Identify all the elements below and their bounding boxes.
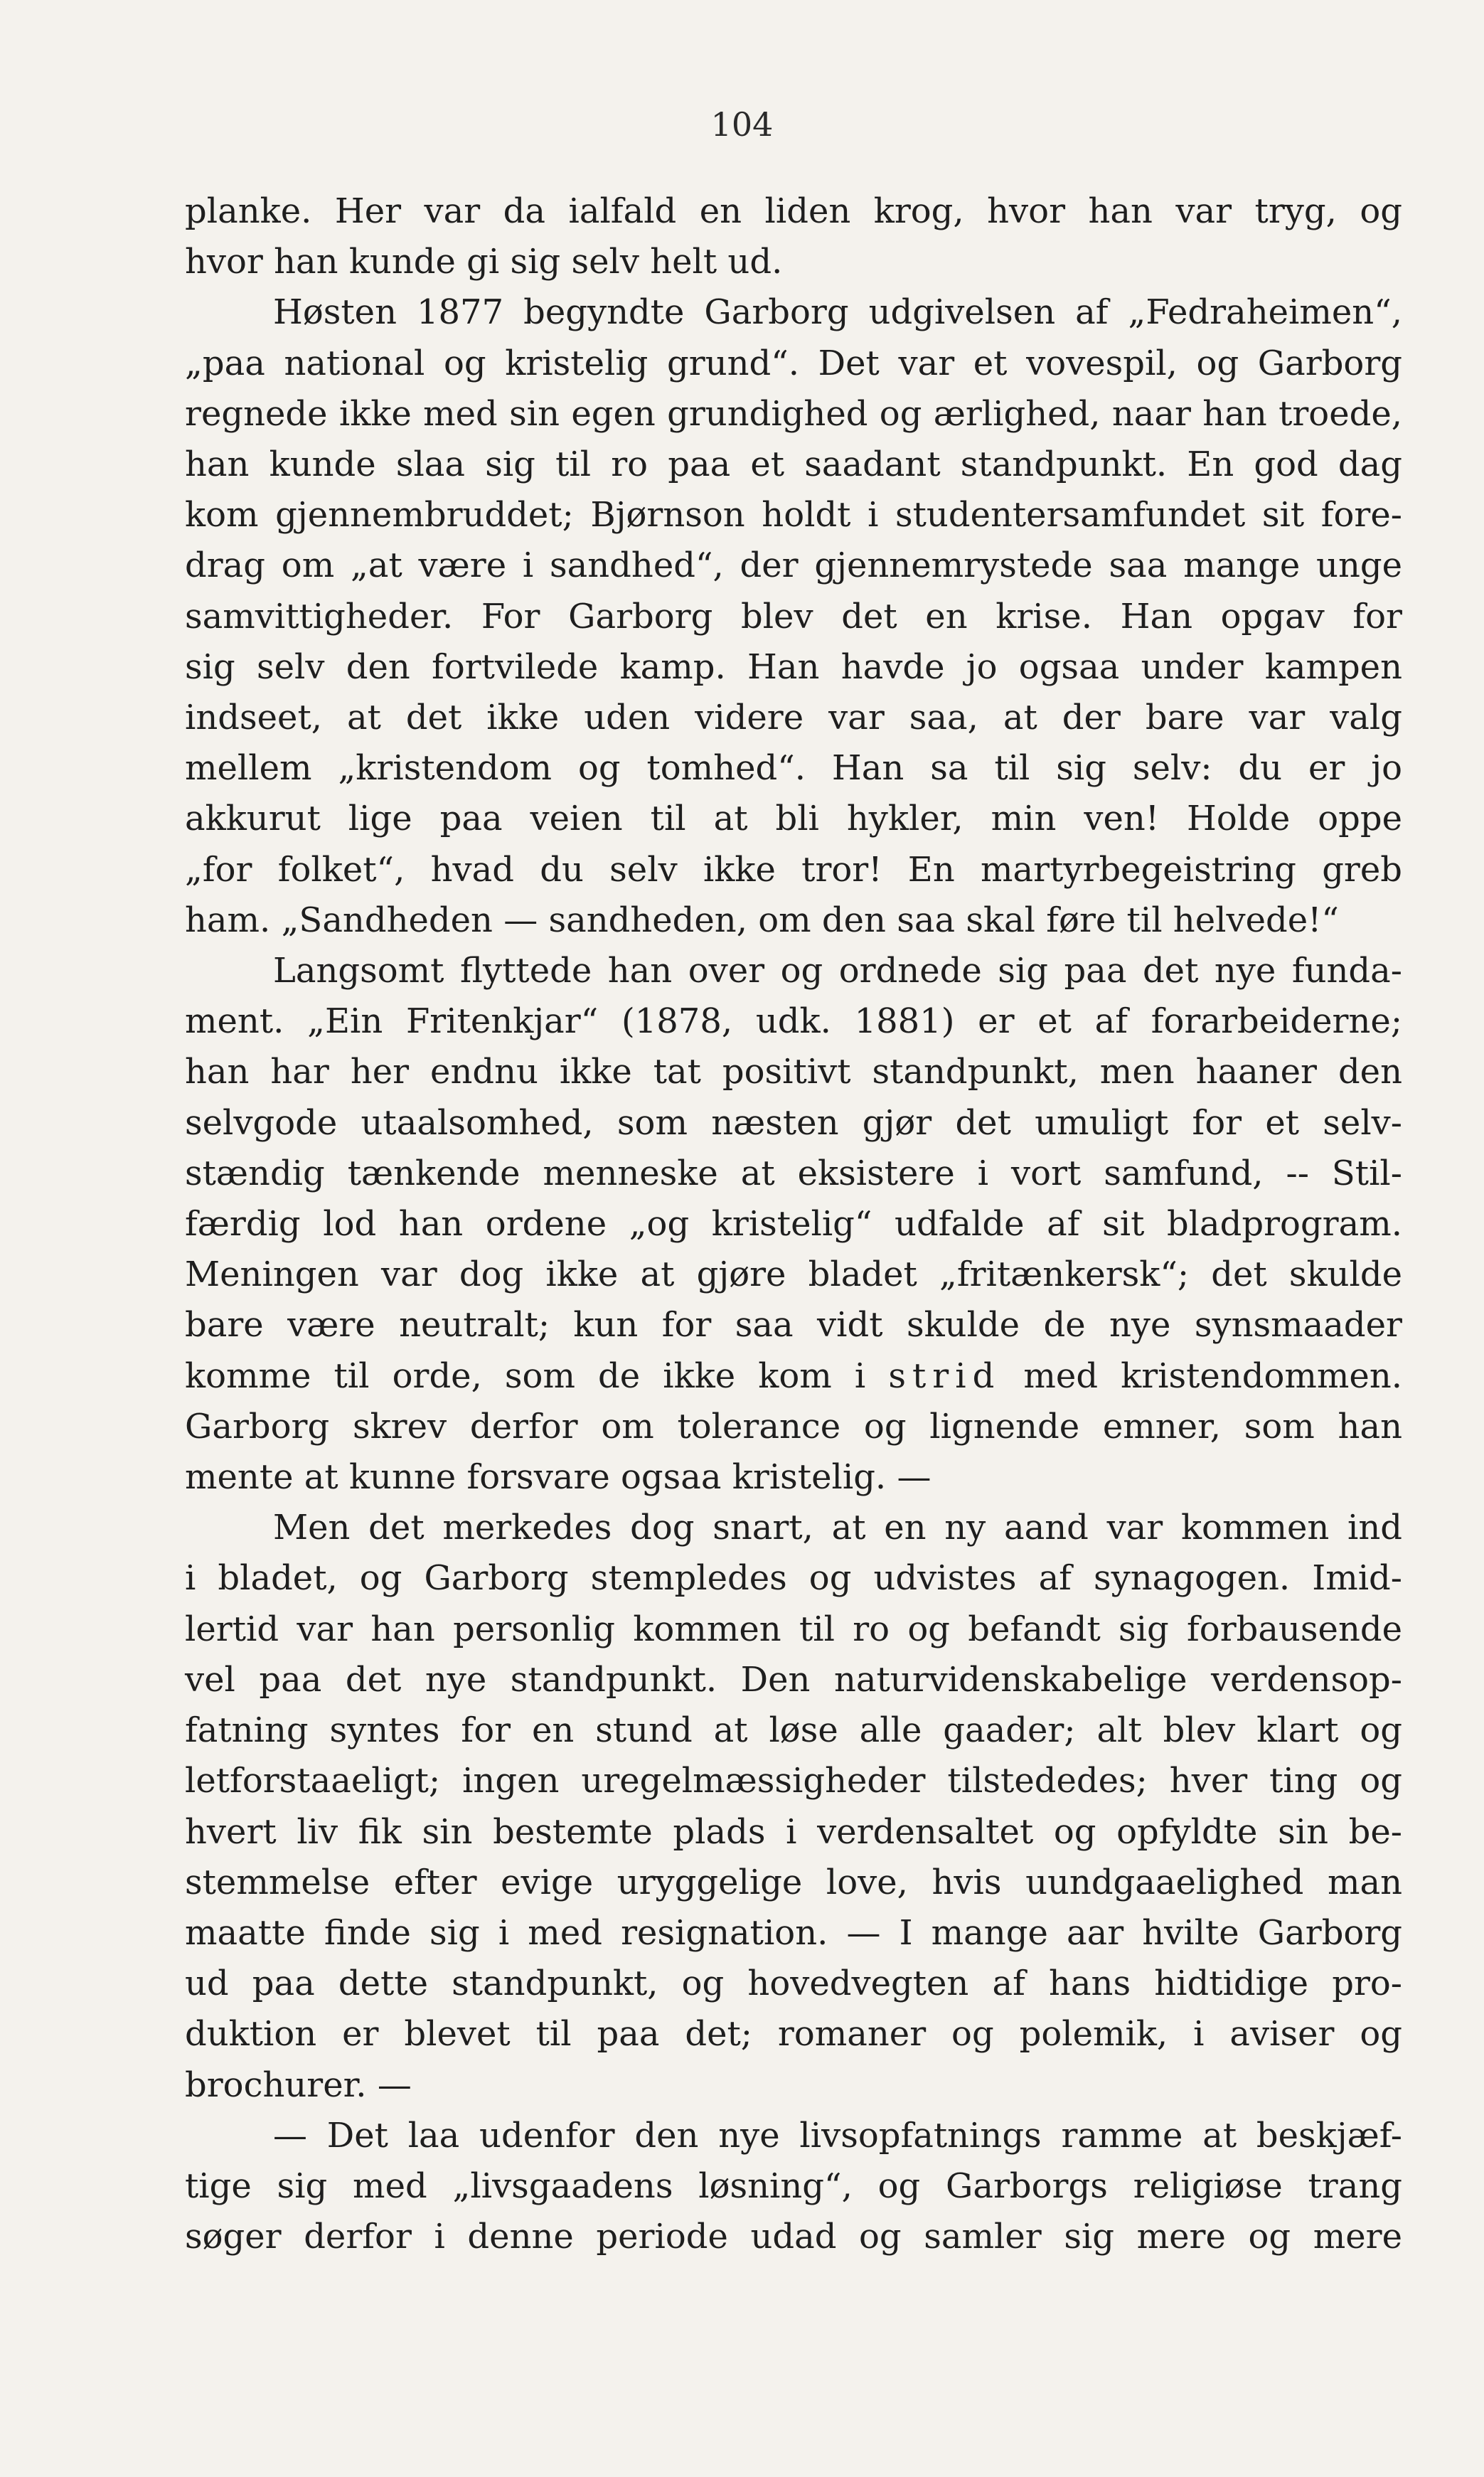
text-line: selvgode utaalsomhed, som næsten gjør det umuligt for et selv- <box>185 1102 1402 1143</box>
text-line: regnede ikke med sin egen grundighed og ærlighed, naar han troede, <box>185 393 1402 434</box>
text-line: duktion er blevet til paa det; romaner og polemik, i aviser og <box>185 2014 1402 2055</box>
text-line: drag om „at være i sandhed“, der gjennemrystede saa mange unge <box>185 545 1402 586</box>
text-line: han kunde slaa sig til ro paa et saadant standpunkt. En god dag <box>185 444 1402 485</box>
text-line: Høsten 1877 begyndte Garborg udgivelsen af „Fedraheimen“, <box>273 292 1402 333</box>
text-line: fatning syntes for en stund at løse alle gaader; alt blev klart og <box>185 1710 1402 1751</box>
text-line: hvor han kunde gi sig selv helt ud. <box>185 242 783 282</box>
text-line: han har her endnu ikke tat positivt standpunkt, men haaner den <box>185 1052 1402 1092</box>
text-line: akkurut lige paa veien til at bli hykler, min ven! Holde oppe <box>185 799 1402 839</box>
text-line: søger derfor i denne periode udad og samler sig mere og mere <box>185 2217 1402 2257</box>
text-line: kom gjennembruddet; Bjørnson holdt i studentersamfundet sit fore- <box>185 495 1402 536</box>
text-line: stændig tænkende menneske at eksistere i vort samfund, -- Stil- <box>185 1153 1402 1193</box>
text-line: komme til orde, som de ikke kom i strid med kristendommen. <box>185 1355 1402 1396</box>
text-line: Langsomt flyttede han over og ordnede sig paa det nye funda- <box>273 951 1402 991</box>
text-line: ud paa dette standpunkt, og hovedvegten af hans hidtidige pro- <box>185 1964 1402 2004</box>
text-line: lertid var han personlig kommen til ro og befandt sig forbausende <box>185 1609 1402 1649</box>
text-line: ment. „Ein Fritenkjar“ (1878, udk. 1881) er et af forarbeiderne; <box>185 1001 1402 1042</box>
text-line: mente at kunne forsvare ogsaa kristelig. — <box>185 1457 931 1498</box>
text-line: „paa national og kristelig grund“. Det var et vovespil, og Garborg <box>185 343 1402 383</box>
text-line: samvittigheder. For Garborg blev det en krise. Han opgav for <box>185 596 1402 636</box>
body-text <box>185 186 1402 2262</box>
text-line: Garborg skrev derfor om tolerance og lignende emner, som han <box>185 1406 1402 1447</box>
text-line: færdig lod han ordene „og kristelig“ udfalde af sit bladprogram. <box>185 1204 1402 1245</box>
text-line: planke. Her var da ialfald en liden krog, hvor han var tryg, og <box>185 191 1402 231</box>
text-line: ham. „Sandheden — sandheden, om den saa skal føre til helvede!“ <box>185 900 1339 940</box>
text-line: maatte finde sig i med resignation. — I mange aar hvilte Garborg <box>185 1912 1402 1953</box>
text-line: Men det merkedes dog snart, at en ny aand var kommen ind <box>273 1508 1402 1548</box>
text-line: — Det laa udenfor den nye livsopfatnings ramme at beskjæf- <box>273 2115 1402 2156</box>
text-line: i bladet, og Garborg stempledes og udvistes af synagogen. Imid- <box>185 1558 1402 1599</box>
text-line: bare være neutralt; kun for saa vidt skulde de nye synsmaader <box>185 1305 1402 1346</box>
page-number: 104 <box>710 105 774 144</box>
text-line: hvert liv fik sin bestemte plads i verdensaltet og opfyldte sin be- <box>185 1811 1402 1852</box>
text-line: Meningen var dog ikke at gjøre bladet „fritænkersk“; det skulde <box>185 1255 1402 1295</box>
text-line: stemmelse efter evige uryggelige love, hvis uundgaaelighed man <box>185 1862 1402 1902</box>
text-line: vel paa det nye standpunkt. Den naturvidenskabelige verdensop- <box>185 1659 1402 1700</box>
text-line: letforstaaeligt; ingen uregelmæssigheder tilstededes; hver ting og <box>185 1761 1402 1801</box>
text-line: sig selv den fortvilede kamp. Han havde jo ogsaa under kampen <box>185 646 1402 687</box>
text-line: indseet, at det ikke uden videre var saa, at der bare var valg <box>185 698 1402 738</box>
text-line: tige sig med „livsgaadens løsning“, og Garborgs religiøse trang <box>185 2166 1402 2206</box>
spaced-emphasis: strid <box>888 1355 1001 1396</box>
text-line: brochurer. — <box>185 2065 412 2105</box>
text-line: „for folket“, hvad du selv ikke tror! En martyrbegeistring greb <box>185 849 1402 890</box>
text-line: mellem „kristendom og tomhed“. Han sa til sig selv: du er jo <box>185 748 1402 789</box>
